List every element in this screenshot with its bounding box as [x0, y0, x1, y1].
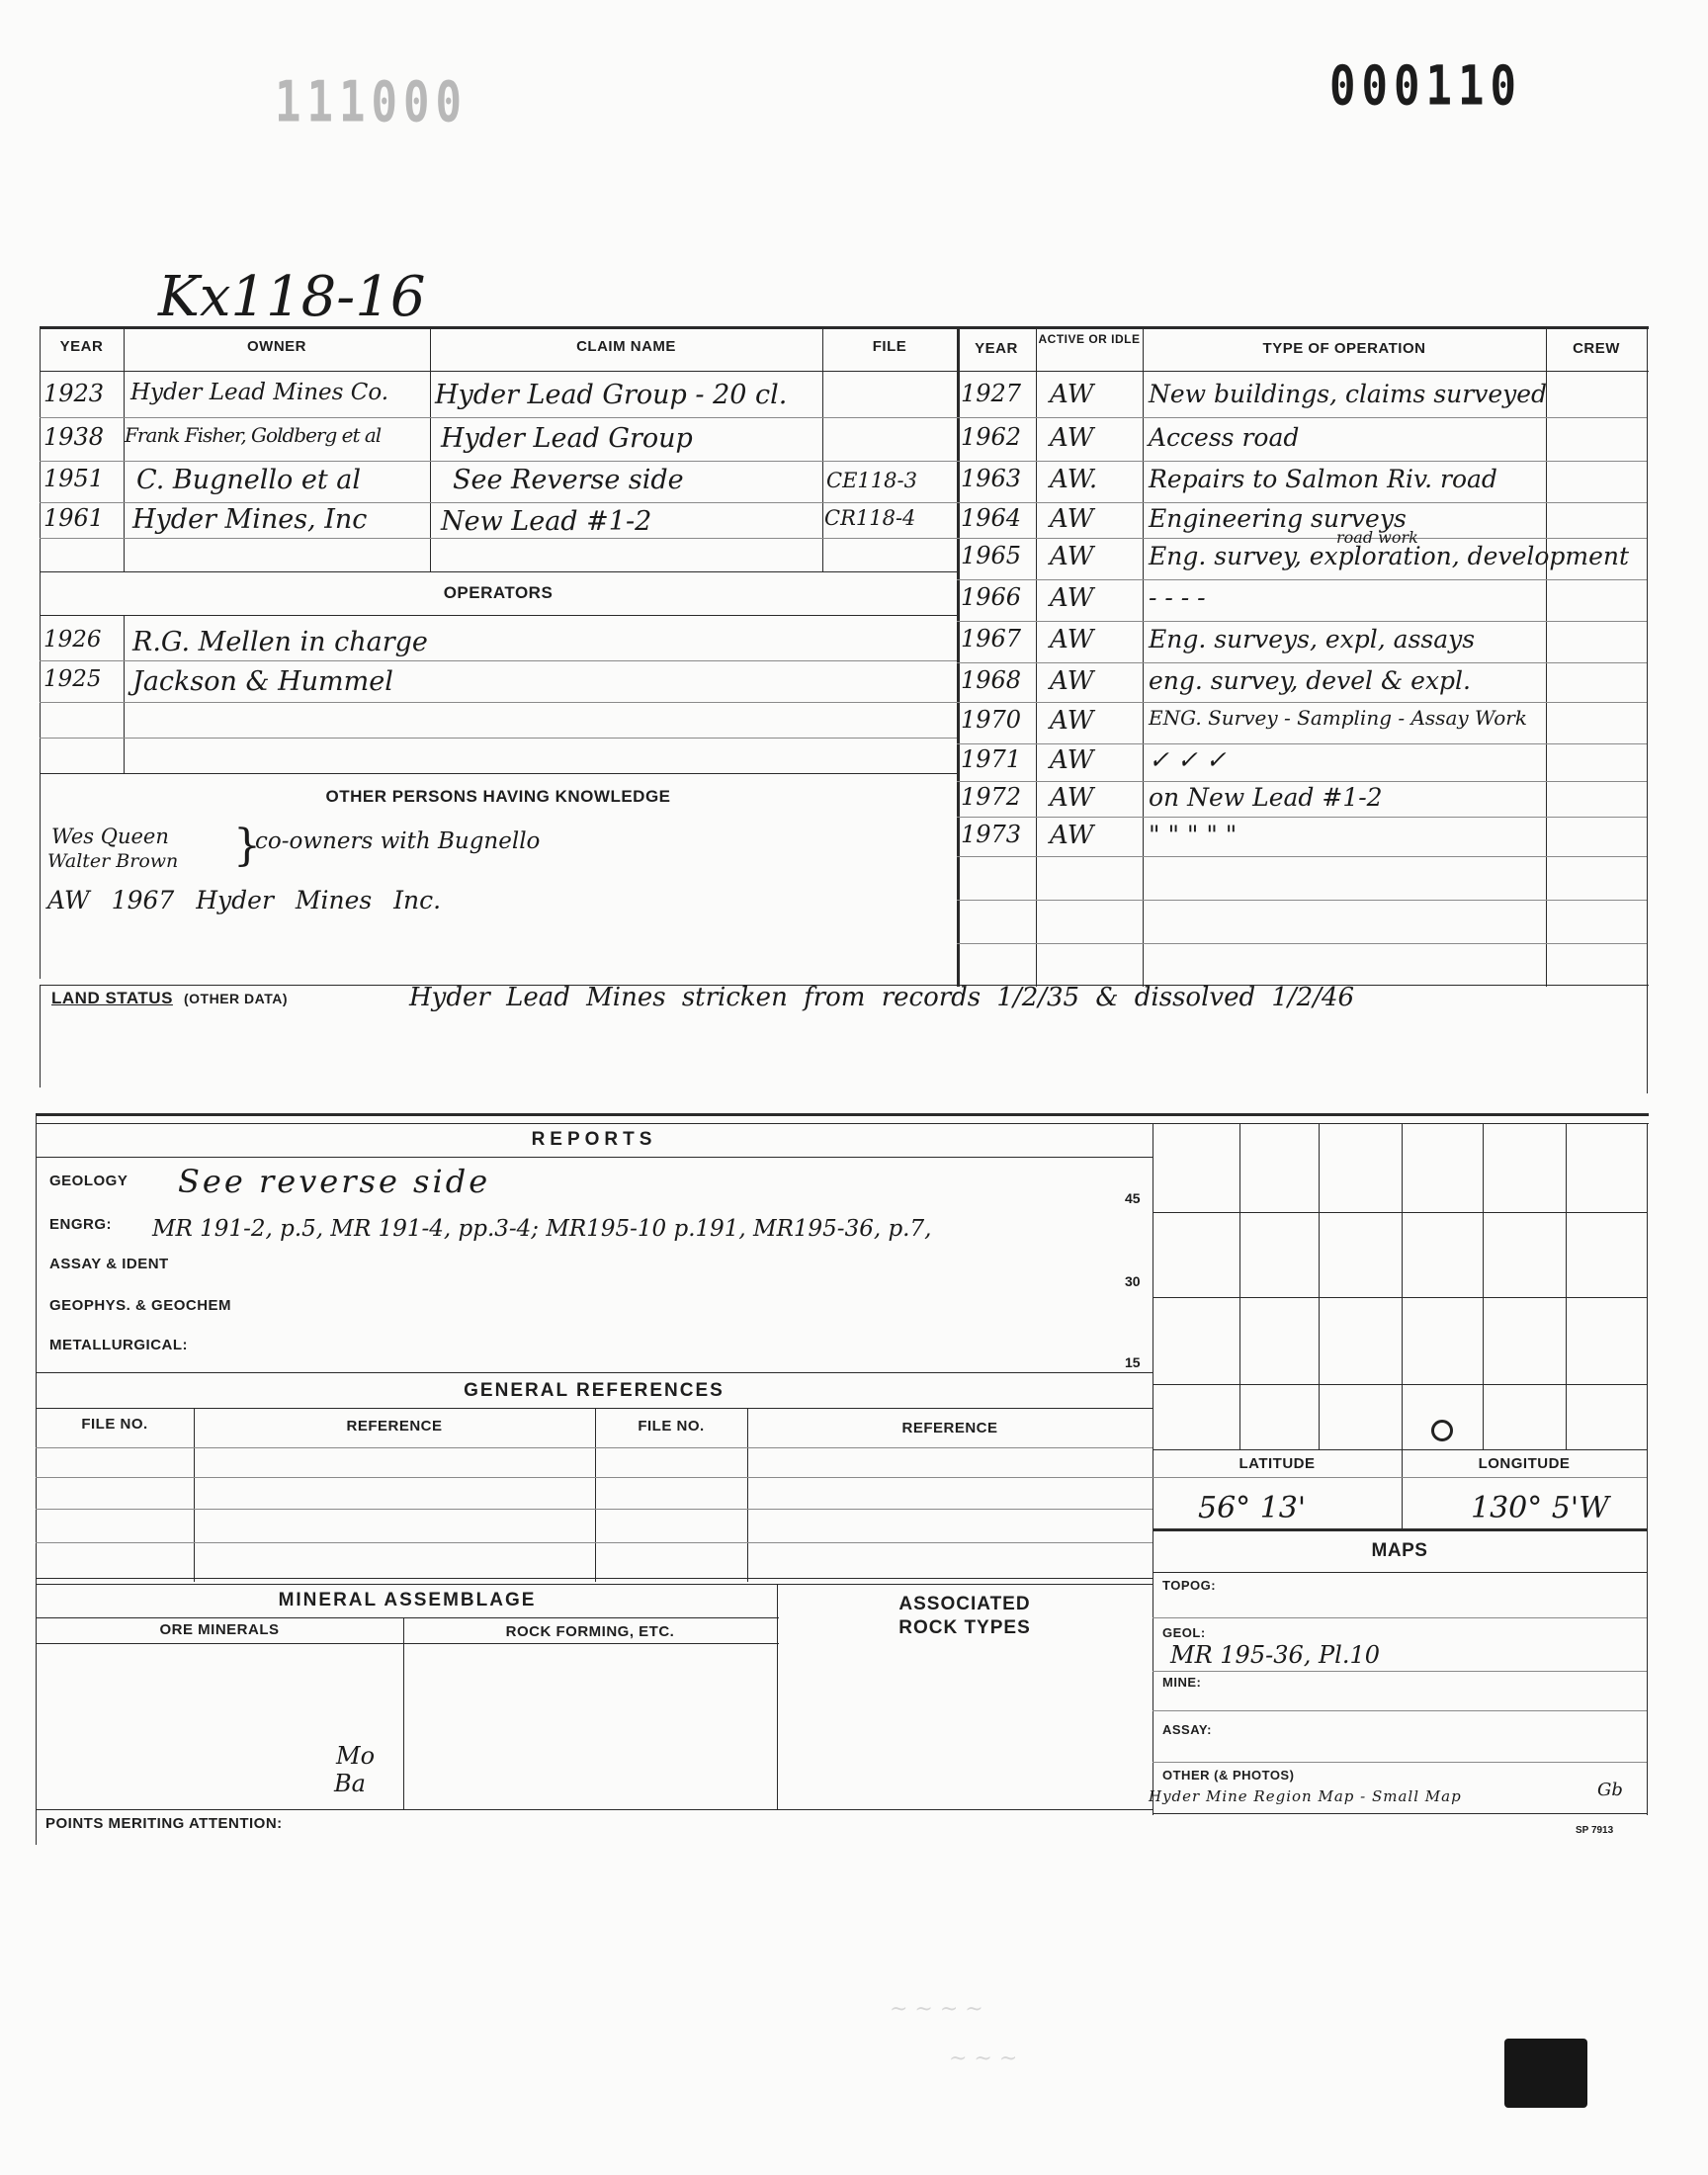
other-person-1: Wes Queen [51, 825, 169, 848]
ops-row-8-status: AW [1050, 666, 1094, 696]
owner-row-1-owner: Hyder Lead Mines Co. [130, 380, 389, 405]
other-photos-value: Hyder Mine Region Map - Small Map [1149, 1787, 1462, 1805]
engrg-label: ENGRG: [49, 1216, 112, 1233]
assay-map-label: ASSAY: [1162, 1722, 1212, 1737]
ops-row-12-year: 1973 [961, 821, 1022, 848]
points-meriting-attention-label: POINTS MERITING ATTENTION: [45, 1815, 283, 1832]
operators-title: OPERATORS [443, 583, 554, 602]
ops-row-12-type: " " " " " [1149, 821, 1238, 849]
form-code: SP 7913 [1576, 1825, 1614, 1836]
ref-file-no-header-2: FILE NO. [638, 1418, 705, 1435]
owner-row-3-file: CE118-3 [826, 469, 917, 492]
roadwork-annotation: road work [1336, 528, 1418, 547]
owner-row-3-owner: C. Bugnello et al [136, 465, 361, 495]
geophys-label: GEOPHYS. & GEOCHEM [49, 1297, 232, 1314]
other-person-2: Walter Brown [47, 850, 179, 872]
owner-row-1-claim: Hyder Lead Group - 20 cl. [435, 380, 788, 410]
ops-row-5-year: 1965 [961, 542, 1022, 569]
land-status-sub: (OTHER DATA) [184, 991, 289, 1006]
reports-title: REPORTS [531, 1129, 657, 1150]
scale-45: 45 [1125, 1190, 1141, 1206]
ops-row-4-type: Engineering surveys [1149, 504, 1407, 533]
ops-row-9-type: ENG. Survey - Sampling - Assay Work [1149, 706, 1527, 730]
geology-label: GEOLOGY [49, 1173, 128, 1189]
land-status-label: LAND STATUS [51, 989, 173, 1007]
ops-row-6-status: AW [1050, 583, 1094, 613]
location-marker-icon [1431, 1420, 1453, 1441]
engrg-value: MR 191-2, p.5, MR 191-4, pp.3-4; MR195-10 p.191, MR195-36, p.7, [152, 1216, 932, 1242]
ops-row-10-type: ✓ ✓ ✓ [1149, 745, 1227, 774]
ops-row-8-year: 1968 [961, 666, 1022, 694]
longitude-label: LONGITUDE [1478, 1455, 1571, 1472]
ore-minerals-label: ORE MINERALS [159, 1621, 280, 1638]
ops-row-1-status: AW [1050, 380, 1094, 409]
associated-label: ASSOCIATED [898, 1594, 1031, 1614]
owner-row-4-owner: Hyder Mines, Inc [132, 504, 368, 535]
rock-types-label: ROCK TYPES [898, 1617, 1031, 1638]
land-status-text: Hyder Lead Mines stricken from records 1/2/35 & dissolved 1/2/46 [409, 983, 1355, 1012]
ops-row-3-status: AW. [1050, 465, 1098, 494]
ore-mineral-mo: Mo [336, 1742, 376, 1770]
ops-row-6-type: - - - - [1149, 583, 1206, 612]
owner-row-1-year: 1923 [43, 380, 105, 407]
ops-row-9-status: AW [1050, 706, 1094, 736]
operator-row-2-year: 1925 [43, 666, 102, 692]
ref-reference-header-2: REFERENCE [901, 1420, 998, 1436]
ops-row-3-type: Repairs to Salmon Riv. road [1149, 465, 1497, 493]
ops-row-10-status: AW [1050, 745, 1094, 775]
mineral-assemblage-title: MINERAL ASSEMBLAGE [278, 1590, 537, 1610]
ops-row-2-status: AW [1050, 423, 1094, 453]
owner-row-2-owner: Frank Fisher, Goldberg et al [125, 423, 382, 447]
owner-row-2-year: 1938 [43, 423, 105, 451]
geol-value: MR 195-36, Pl.10 [1170, 1641, 1380, 1669]
claim-name-header: CLAIM NAME [576, 338, 676, 355]
other-persons-note: co-owners with Bugnello [255, 828, 541, 854]
ops-row-4-year: 1964 [961, 504, 1022, 532]
owner-row-4-year: 1961 [43, 504, 105, 532]
owner-row-2-claim: Hyder Lead Group [441, 423, 693, 454]
ops-row-11-year: 1972 [961, 783, 1022, 811]
owner-row-3-claim: See Reverse side [453, 465, 684, 495]
ops-row-9-year: 1970 [961, 706, 1022, 734]
maps-title: MAPS [1371, 1540, 1428, 1561]
redaction-block [1504, 2039, 1587, 2108]
document-id: Kx118-16 [158, 265, 426, 329]
ops-row-7-year: 1967 [961, 625, 1022, 652]
ops-row-1-year: 1927 [961, 380, 1022, 407]
latitude-value: 56° 13' [1198, 1491, 1307, 1525]
other-photos-label: OTHER (& PHOTOS) [1162, 1768, 1295, 1783]
ops-row-5-type: Eng. survey, exploration, development [1149, 542, 1630, 570]
ref-file-no-header-1: FILE NO. [81, 1416, 148, 1433]
topog-label: TOPOG: [1162, 1578, 1217, 1593]
ops-row-7-status: AW [1050, 625, 1094, 654]
ops-row-11-status: AW [1050, 783, 1094, 813]
ops-row-7-type: Eng. surveys, expl, assays [1149, 625, 1476, 653]
ref-reference-header-1: REFERENCE [346, 1418, 443, 1435]
metallurgical-label: METALLURGICAL: [49, 1337, 189, 1353]
ops-row-2-year: 1962 [961, 423, 1022, 451]
ops-row-4-status: AW [1050, 504, 1094, 534]
scale-30: 30 [1125, 1273, 1141, 1289]
ops-row-8-type: eng. survey, devel & expl. [1149, 666, 1471, 695]
geology-value: See reverse side [178, 1163, 491, 1200]
ops-crew-header: CREW [1573, 340, 1620, 357]
operator-row-1-name: R.G. Mellen in charge [132, 627, 428, 657]
owner-row-3-year: 1951 [43, 465, 105, 492]
ops-row-1-type: New buildings, claims surveyed [1149, 380, 1548, 408]
ore-mineral-ba: Ba [334, 1770, 366, 1797]
mine-label: MINE: [1162, 1675, 1202, 1690]
ops-row-2-type: Access road [1149, 423, 1300, 452]
owner-year-header: YEAR [59, 338, 104, 355]
latitude-label: LATITUDE [1238, 1455, 1316, 1472]
ops-row-6-year: 1966 [961, 583, 1022, 611]
other-persons-line2: AW 1967 Hyder Mines Inc. [47, 886, 442, 914]
ops-year-header: YEAR [975, 340, 1018, 357]
scale-15: 15 [1125, 1354, 1141, 1370]
operator-row-2-name: Jackson & Hummel [132, 666, 393, 697]
ops-row-11-type: on New Lead #1-2 [1149, 783, 1383, 812]
owner-header: OWNER [247, 338, 306, 355]
general-references-title: GENERAL REFERENCES [464, 1380, 725, 1401]
geol-label: GEOL: [1162, 1625, 1206, 1640]
operator-row-1-year: 1926 [43, 627, 102, 652]
owner-row-4-claim: New Lead #1-2 [441, 506, 652, 537]
ops-row-5-status: AW [1050, 542, 1094, 571]
rock-forming-label: ROCK FORMING, ETC. [505, 1623, 675, 1640]
ops-row-3-year: 1963 [961, 465, 1022, 492]
serial-stamp: 000110 [1329, 54, 1522, 119]
owner-row-4-file: CR118-4 [824, 506, 916, 530]
ops-active-header: ACTIVE OR IDLE [1038, 332, 1141, 346]
longitude-value: 130° 5'W [1471, 1491, 1609, 1525]
file-header: FILE [872, 338, 907, 355]
ops-row-12-status: AW [1050, 821, 1094, 850]
ops-row-10-year: 1971 [961, 745, 1022, 773]
ghost-serial-stamp: 111000 [275, 69, 468, 135]
assay-ident-label: ASSAY & IDENT [49, 1256, 169, 1272]
other-persons-title: OTHER PERSONS HAVING KNOWLEDGE [325, 787, 671, 806]
other-photos-code: Gb [1597, 1780, 1623, 1800]
ops-type-header: TYPE OF OPERATION [1262, 340, 1426, 357]
